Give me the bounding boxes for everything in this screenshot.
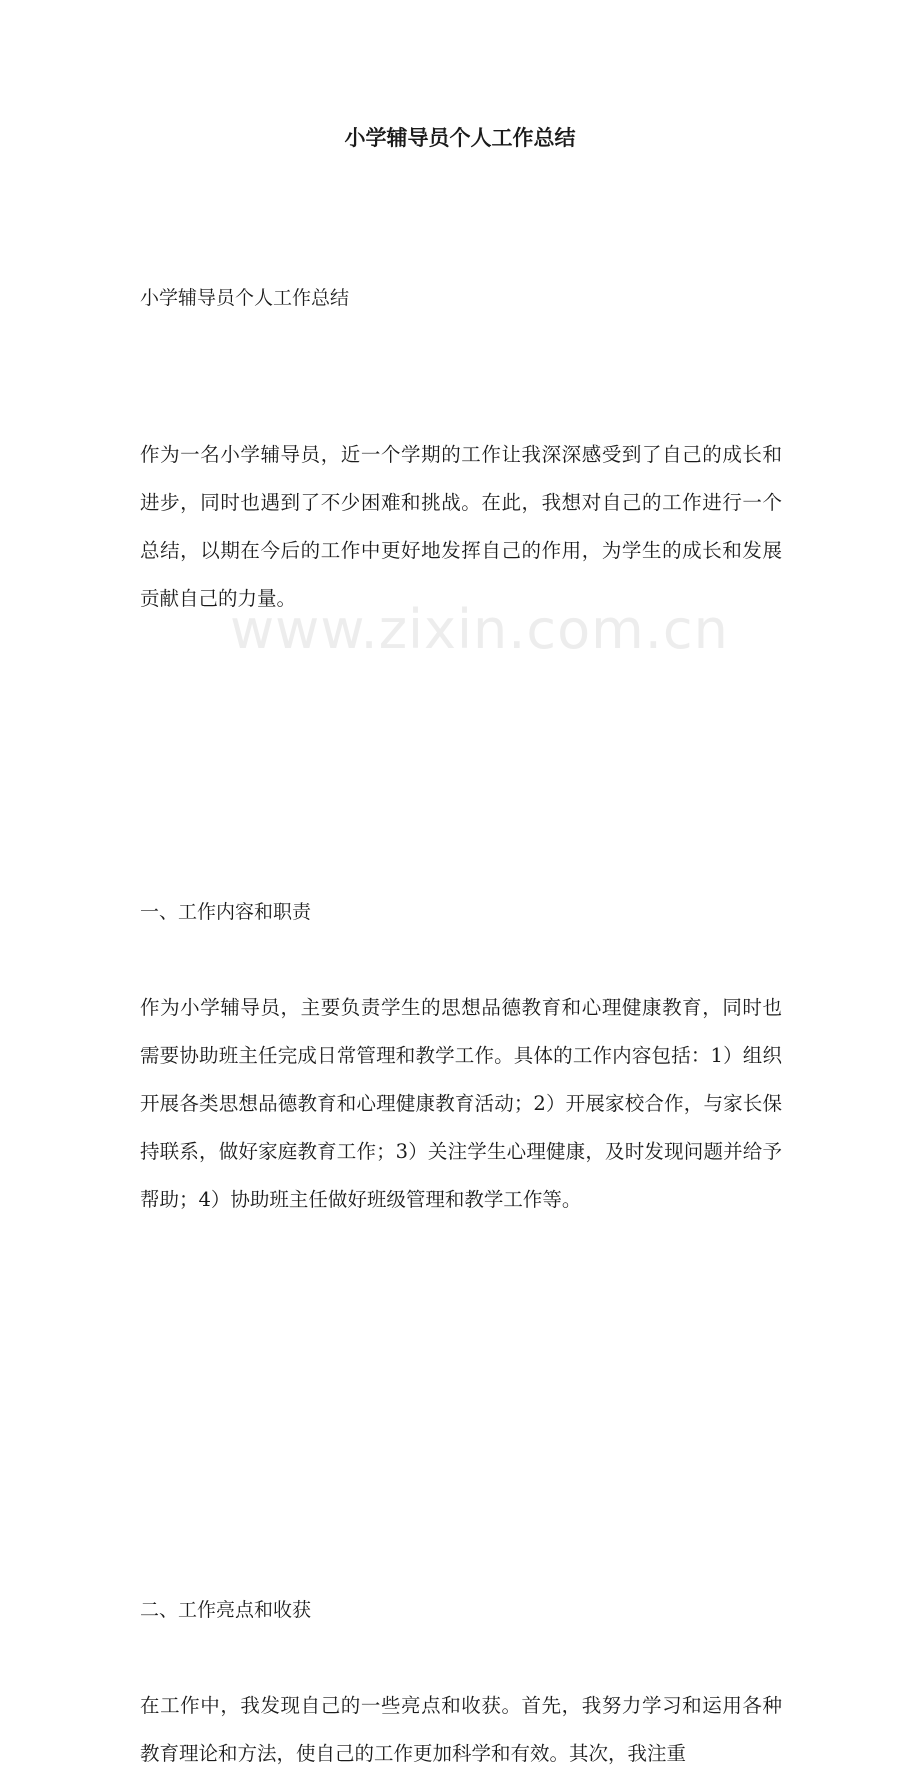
page-title: 小学辅导员个人工作总结 xyxy=(344,125,576,150)
section-heading-duties: 一、工作内容和职责 xyxy=(140,901,312,923)
section-body-highlights: 在工作中，我发现自己的一些亮点和收获。首先，我努力学习和运用各种教育理论和方法，使自己的工作更加科学和有效。其次，我注重 xyxy=(140,1694,782,1765)
document-subtitle: 小学辅导员个人工作总结 xyxy=(140,287,350,309)
intro-paragraph: 作为一名小学辅导员，近一个学期的工作让我深深感受到了自己的成长和进步，同时也遇到了不少困难和挑战。在此，我想对自己的工作进行一个总结，以期在今后的工作中更好地发挥自己的作用，为学生的成长和发展贡献自己的力量。 xyxy=(140,443,782,610)
section-body-duties: 作为小学辅导员，主要负责学生的思想品德教育和心理健康教育，同时也需要协助班主任完成日常管理和教学工作。具体的工作内容包括：1）组织开展各类思想品德教育和心理健康教育活动；2）开展家校合作，与家长保持联系，做好家庭教育工作；3）关注学生心理健康，及时发现问题并给予帮助；4）协助班主任做好班级管理和教学工作等。 xyxy=(140,996,782,1211)
section-heading-highlights: 二、工作亮点和收获 xyxy=(140,1599,312,1621)
watermark: www.zixin.com.cn xyxy=(230,598,729,661)
